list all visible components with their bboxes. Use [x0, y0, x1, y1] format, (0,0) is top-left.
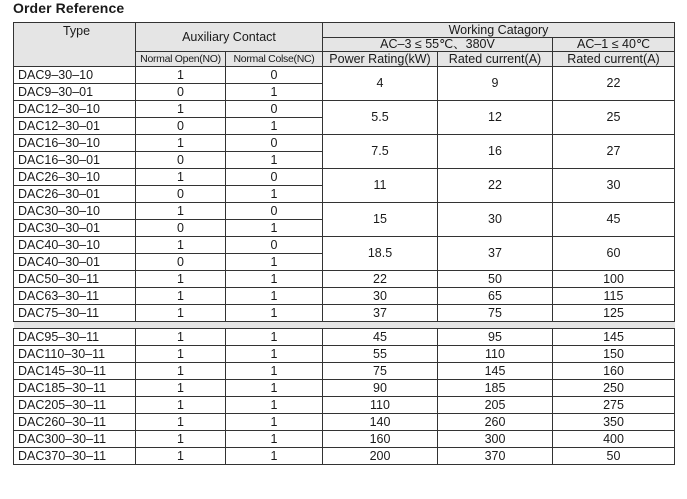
power-cell: 90 [323, 380, 438, 397]
current-ac3-cell: 75 [438, 305, 553, 322]
current-ac3-cell: 260 [438, 414, 553, 431]
table-row [14, 305, 675, 322]
type-cell: DAC40–30–10 [14, 237, 136, 254]
current-ac3-cell: 205 [438, 397, 553, 414]
nc-cell: 1 [226, 271, 323, 288]
type-cell: DAC30–30–10 [14, 203, 136, 220]
nc-cell: 1 [226, 254, 323, 271]
current-ac1-cell: 27 [553, 135, 675, 169]
no-cell: 1 [136, 271, 226, 288]
table-row [14, 363, 675, 380]
nc-cell: 0 [226, 67, 323, 84]
nc-cell: 1 [226, 288, 323, 305]
current-ac1-cell: 145 [553, 329, 675, 346]
no-cell: 0 [136, 220, 226, 237]
current-ac3-cell: 185 [438, 380, 553, 397]
current-ac1-cell: 22 [553, 67, 675, 101]
current-ac1-cell: 50 [553, 448, 675, 465]
type-cell: DAC95–30–11 [14, 329, 136, 346]
current-ac1-cell: 125 [553, 305, 675, 322]
power-cell: 30 [323, 288, 438, 305]
no-cell: 1 [136, 237, 226, 254]
current-ac3-cell: 110 [438, 346, 553, 363]
table-row [14, 271, 675, 288]
power-cell: 5.5 [323, 101, 438, 135]
current-ac1-cell: 45 [553, 203, 675, 237]
table-row [14, 237, 675, 254]
current-ac3-cell: 12 [438, 101, 553, 135]
type-cell: DAC185–30–11 [14, 380, 136, 397]
nc-cell: 0 [226, 237, 323, 254]
current-ac1-cell: 100 [553, 271, 675, 288]
nc-cell: 1 [226, 186, 323, 203]
current-ac1-cell: 25 [553, 101, 675, 135]
table-row [14, 101, 675, 118]
no-cell: 1 [136, 305, 226, 322]
current-ac3-cell: 22 [438, 169, 553, 203]
power-cell: 18.5 [323, 237, 438, 271]
nc-cell: 1 [226, 305, 323, 322]
no-cell: 1 [136, 169, 226, 186]
power-cell: 200 [323, 448, 438, 465]
no-cell: 0 [136, 254, 226, 271]
no-cell: 1 [136, 448, 226, 465]
no-cell: 1 [136, 203, 226, 220]
header-working-category: Working Catagory [323, 23, 675, 38]
current-ac3-cell: 9 [438, 67, 553, 101]
power-cell: 4 [323, 67, 438, 101]
current-ac3-cell: 37 [438, 237, 553, 271]
no-cell: 1 [136, 431, 226, 448]
current-ac3-cell: 145 [438, 363, 553, 380]
type-cell: DAC260–30–11 [14, 414, 136, 431]
table-row [14, 346, 675, 363]
nc-cell: 1 [226, 431, 323, 448]
type-cell: DAC110–30–11 [14, 346, 136, 363]
current-ac3-cell: 65 [438, 288, 553, 305]
nc-cell: 1 [226, 84, 323, 101]
table-row [14, 431, 675, 448]
power-cell: 7.5 [323, 135, 438, 169]
current-ac1-cell: 400 [553, 431, 675, 448]
type-cell: DAC26–30–10 [14, 169, 136, 186]
table-row [14, 380, 675, 397]
type-cell: DAC300–30–11 [14, 431, 136, 448]
type-cell: DAC63–30–11 [14, 288, 136, 305]
current-ac3-cell: 30 [438, 203, 553, 237]
type-cell: DAC16–30–01 [14, 152, 136, 169]
nc-cell: 1 [226, 152, 323, 169]
no-cell: 1 [136, 135, 226, 152]
current-ac1-cell: 250 [553, 380, 675, 397]
no-cell: 0 [136, 186, 226, 203]
power-cell: 75 [323, 363, 438, 380]
nc-cell: 0 [226, 169, 323, 186]
table-row [14, 414, 675, 431]
type-cell: DAC9–30–10 [14, 67, 136, 84]
current-ac3-cell: 95 [438, 329, 553, 346]
header-nc: Normal Colse(NC) [226, 52, 323, 67]
current-ac1-cell: 150 [553, 346, 675, 363]
page-title: Order Reference [13, 0, 125, 16]
nc-cell: 1 [226, 363, 323, 380]
single-rows-b [14, 329, 675, 465]
power-cell: 45 [323, 329, 438, 346]
no-cell: 1 [136, 414, 226, 431]
nc-cell: 1 [226, 380, 323, 397]
header-row-1 [14, 23, 675, 38]
table-row [14, 329, 675, 346]
table-row [14, 169, 675, 186]
no-cell: 1 [136, 288, 226, 305]
nc-cell: 1 [226, 397, 323, 414]
current-ac1-cell: 160 [553, 363, 675, 380]
order-reference-table [13, 22, 675, 465]
current-ac1-cell: 115 [553, 288, 675, 305]
nc-cell: 0 [226, 101, 323, 118]
paired-rows [14, 67, 675, 271]
nc-cell: 1 [226, 329, 323, 346]
power-cell: 11 [323, 169, 438, 203]
header-ac1: AC–1 ≤ 40℃ [553, 38, 675, 52]
nc-cell: 1 [226, 220, 323, 237]
type-cell: DAC50–30–11 [14, 271, 136, 288]
nc-cell: 1 [226, 118, 323, 135]
single-rows-a [14, 271, 675, 322]
no-cell: 0 [136, 118, 226, 135]
header-current-ac1: Rated current(A) [553, 52, 675, 67]
current-ac1-cell: 60 [553, 237, 675, 271]
no-cell: 1 [136, 101, 226, 118]
current-ac1-cell: 350 [553, 414, 675, 431]
table-row [14, 135, 675, 152]
power-cell: 15 [323, 203, 438, 237]
header-no: Normal Open(NO) [136, 52, 226, 67]
nc-cell: 1 [226, 346, 323, 363]
power-cell: 22 [323, 271, 438, 288]
nc-cell: 0 [226, 135, 323, 152]
current-ac3-cell: 50 [438, 271, 553, 288]
nc-cell: 1 [226, 448, 323, 465]
no-cell: 1 [136, 329, 226, 346]
current-ac1-cell: 275 [553, 397, 675, 414]
no-cell: 0 [136, 152, 226, 169]
type-cell: DAC30–30–01 [14, 220, 136, 237]
table-row [14, 288, 675, 305]
divider-cell [14, 322, 675, 329]
header-type: Type [14, 23, 136, 67]
power-cell: 110 [323, 397, 438, 414]
type-cell: DAC26–30–01 [14, 186, 136, 203]
section-divider [14, 322, 675, 329]
header-ac3: AC–3 ≤ 55℃、380V [323, 38, 553, 52]
type-cell: DAC75–30–11 [14, 305, 136, 322]
no-cell: 1 [136, 67, 226, 84]
no-cell: 1 [136, 397, 226, 414]
power-cell: 37 [323, 305, 438, 322]
type-cell: DAC9–30–01 [14, 84, 136, 101]
table-row [14, 67, 675, 84]
current-ac1-cell: 30 [553, 169, 675, 203]
no-cell: 1 [136, 380, 226, 397]
current-ac3-cell: 370 [438, 448, 553, 465]
table-row [14, 448, 675, 465]
type-cell: DAC12–30–10 [14, 101, 136, 118]
header-aux-contact: Auxiliary Contact [136, 23, 323, 52]
power-cell: 160 [323, 431, 438, 448]
table-row [14, 397, 675, 414]
current-ac3-cell: 16 [438, 135, 553, 169]
no-cell: 1 [136, 363, 226, 380]
no-cell: 1 [136, 346, 226, 363]
type-cell: DAC205–30–11 [14, 397, 136, 414]
current-ac3-cell: 300 [438, 431, 553, 448]
nc-cell: 0 [226, 203, 323, 220]
power-cell: 55 [323, 346, 438, 363]
type-cell: DAC40–30–01 [14, 254, 136, 271]
header-power: Power Rating(kW) [323, 52, 438, 67]
table-row [14, 203, 675, 220]
no-cell: 0 [136, 84, 226, 101]
type-cell: DAC370–30–11 [14, 448, 136, 465]
nc-cell: 1 [226, 414, 323, 431]
type-cell: DAC12–30–01 [14, 118, 136, 135]
type-cell: DAC145–30–11 [14, 363, 136, 380]
type-cell: DAC16–30–10 [14, 135, 136, 152]
power-cell: 140 [323, 414, 438, 431]
header-current-ac3: Rated current(A) [438, 52, 553, 67]
